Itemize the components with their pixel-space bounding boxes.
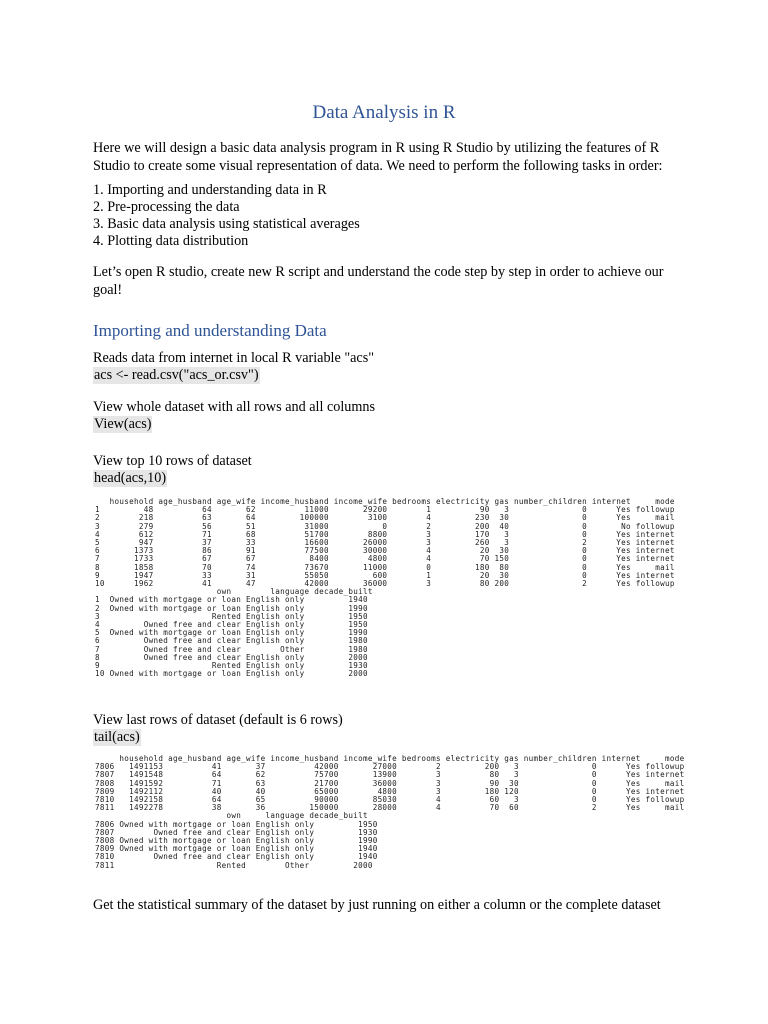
tail-output: household age_husband age_wife income_husband income_wife bedrooms electricity gas number_children internet mode 7806 1491153 41 37 42000 27000 2 200 3 0 Yes followup 7807 1491548 64 62 75700 13900 3 80 3 0 Yes internet 7808 1491592 71 63 21700 36000 3 90 30 0 Yes mail 7809 1492112 40 40 65000 4800 3 180 120 0 Yes internet 7810 1492158 64 65 90000 85030 4 60 3 0 Yes followup 7811 1492278 38 36 150000 28000 4 70 60 2 Yes mail own language decade_built 7806 Owned with mortgage or loan English only 1950 7807 Owned free and clear English only 1930 7808 Owned with mortgage or loan English only 1990 7809 Owned with mortgage or loan English only 1940 7810 Owned free and clear English only 1940 7811 Rented Other 2000 bbox=[95, 754, 685, 870]
tail-description: View last rows of dataset (default is 6 rows) bbox=[93, 712, 343, 728]
list-item: 2. Pre-processing the data bbox=[93, 199, 240, 215]
list-item: 4. Plotting data distribution bbox=[93, 233, 249, 249]
head-code: head(acs,10) bbox=[94, 470, 167, 486]
read-description: Reads data from internet in local R variable "acs" bbox=[93, 350, 375, 366]
tail-code: tail(acs) bbox=[94, 729, 140, 745]
view-code: View(acs) bbox=[94, 416, 152, 432]
list-item: 1. Importing and understanding data in R bbox=[93, 182, 327, 198]
section-heading: Importing and understanding Data bbox=[93, 321, 327, 340]
head-output: household age_husband age_wife income_husband income_wife bedrooms electricity gas number_children internet mode 1 48 64 62 11000 29200 1 90 3 0 Yes followup 2 218 63 64 100000 3100 4 230 30 0 Yes mail 3 279 56 51 31000 0 2 200 40 0 No followup 4 612 71 68 51700 8800 3 170 3 0 Yes internet 5 947 37 33 16600 26000 3 260 3 2 Yes internet 6 1373 86 91 77500 30000 4 20 30 0 Yes internet 7 1733 67 67 8400 4800 4 70 150 0 Yes internet 8 1858 70 74 73670 11000 0 180 80 0 Yes mail 9 1947 33 31 55050 600 1 20 30 0 Yes internet 10 1962 41 47 42000 36000 3 80 200 2 Yes followup own language decade_built 1 Owned with mortgage or loan English only 1940 2 Owned with mortgage or loan English only 1990 3 Rented English only 1950 4 Owned free and clear English only 1950 5 Owned with mortgage or loan English only 1990 6 Owned free and clear English only 1980 7 Owned free and clear Other 1980 8 Owned free and clear English only 2000 9 Rented English only 1930 10 Owned with mortgage or loan English only 2000 bbox=[95, 497, 675, 679]
intro-paragraph: Here we will design a basic data analysis program in R using R Studio by utilizing the features of R Studio to create some visual representation of data. We need to perform the following tasks in order: bbox=[93, 140, 663, 174]
task-list bbox=[93, 182, 360, 250]
summary-description: Get the statistical summary of the dataset by just running on either a column or the complete dataset bbox=[93, 897, 661, 913]
list-item: 3. Basic data analysis using statistical averages bbox=[93, 216, 360, 232]
view-description: View whole dataset with all rows and all columns bbox=[93, 399, 376, 415]
head-description: View top 10 rows of dataset bbox=[93, 453, 252, 469]
document-title: Data Analysis in R bbox=[312, 102, 456, 123]
read-code: acs <- read.csv("acs_or.csv") bbox=[94, 367, 259, 383]
open-rstudio-paragraph: Let’s open R studio, create new R script and understand the code step by step in order to achieve our goal! bbox=[93, 264, 664, 298]
